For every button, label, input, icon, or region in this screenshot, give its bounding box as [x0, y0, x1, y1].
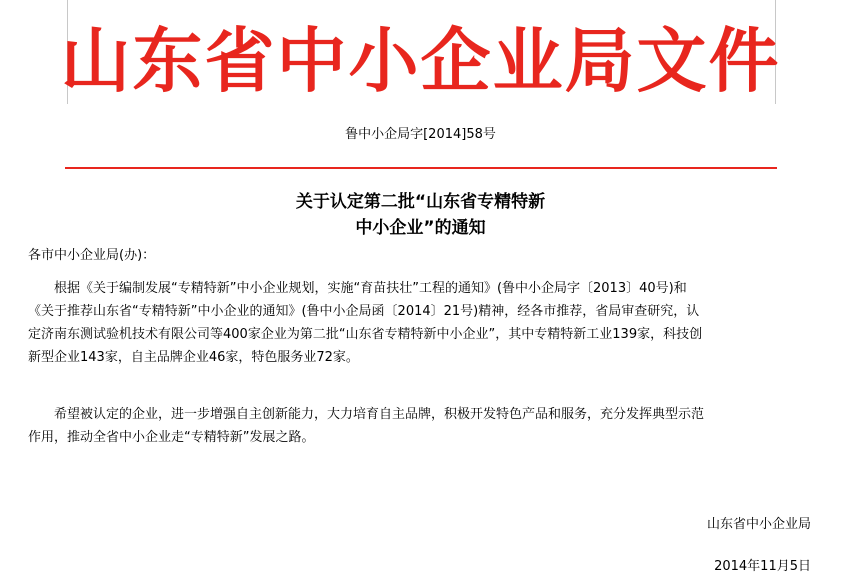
paragraph-line: 新型企业143家，自主品牌企业46家，特色服务业72家。 — [28, 350, 359, 365]
notice-title — [0, 189, 841, 241]
document-header-title: 山东省中小企业局文件 — [60, 19, 781, 102]
paragraph-line: 作用，推动全省中小企业走“专精特新”发展之路。 — [28, 430, 315, 445]
red-divider-line — [65, 167, 777, 169]
paragraph-line: 定济南东测试验机技术有限公司等400家企业为第二批“山东省专精特新中小企业”，其中专精特新工业139家，科技创 — [28, 327, 703, 342]
issue-date: 2014年11月5日 — [714, 559, 811, 574]
notice-title-line-1: 关于认定第二批“山东省专精特新 — [295, 192, 546, 212]
signature: 山东省中小企业局 — [706, 517, 811, 532]
document-number: 鲁中小企局字[2014]58号 — [345, 127, 496, 142]
salutation: 各市中小企业局(办)： — [28, 248, 156, 263]
paragraph-line: 《关于推荐山东省“专精特新”中小企业的通知》(鲁中小企局函〔2014〕21号)精神，经各市推荐，省局审查研究，认 — [28, 304, 700, 319]
paragraph-line: 希望被认定的企业，进一步增强自主创新能力，大力培育自主品牌，积极开发特色产品和服务，充分发挥典型示范 — [28, 407, 705, 422]
notice-title-line-2: 中小企业”的通知 — [355, 218, 486, 238]
body-paragraph-1 — [28, 277, 818, 369]
paragraph-line: 根据《关于编制发展“专精特新”中小企业规划，实施“育苗扶壮”工程的通知》(鲁中小企局字〔2013〕40号)和 — [28, 281, 687, 296]
body-paragraph-2 — [28, 403, 818, 449]
